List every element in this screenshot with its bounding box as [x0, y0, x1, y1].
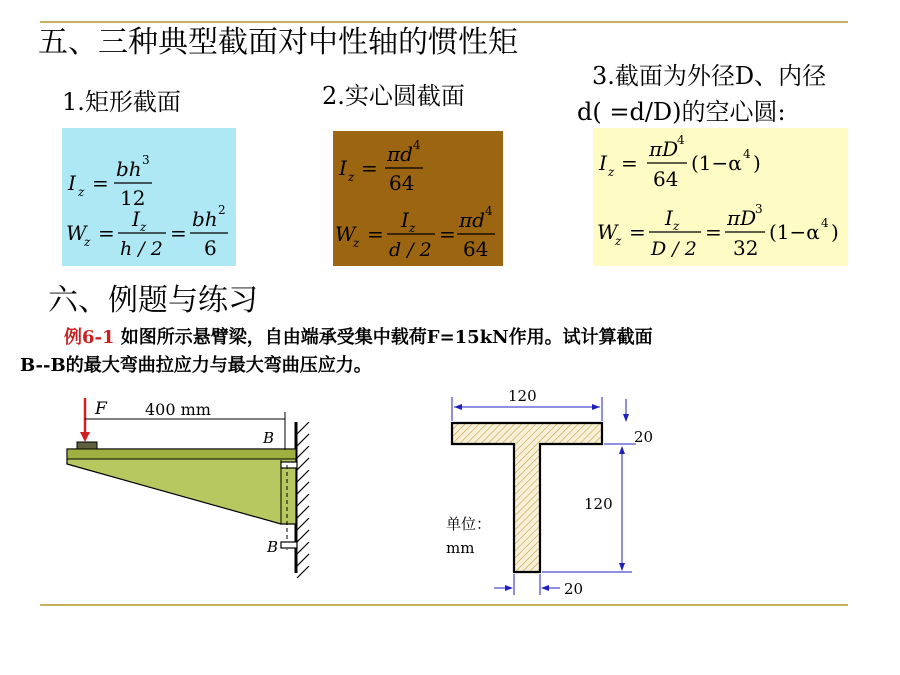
width-arrow-right [592, 404, 600, 410]
rect-wz-f1-den: h / 2 [120, 238, 163, 260]
section-marker-top [281, 462, 297, 468]
example-tag: 例6-1 [64, 327, 115, 348]
circ-wz-eq2: = [439, 222, 456, 246]
hol-wz-f1-sub: z [673, 219, 680, 233]
circle-label: 2.实心圆截面 [322, 82, 465, 110]
hol-wz-f2-exp: 3 [755, 202, 763, 216]
circ-wz-f2-den: 64 [463, 237, 489, 261]
hol-wz-factor-exp: 4 [821, 216, 829, 230]
hol-wz-factor: (1−α [769, 220, 820, 244]
cantilever-beam-figure [55, 390, 345, 580]
length-label: 400 mm [145, 400, 211, 419]
hol-iz-sub: z [608, 165, 615, 179]
bottom-rule [40, 604, 848, 606]
rect-wz-sub: z [84, 235, 91, 249]
hol-wz-f2-den: 32 [733, 236, 759, 260]
web-thick-arrow-right [541, 585, 549, 591]
web-height-arrow-bottom [619, 563, 625, 571]
example-line1 [20, 324, 890, 352]
hol-wz-f1-num: I [665, 206, 673, 230]
circ-iz-exp: 4 [413, 138, 421, 152]
circ-iz-den: 64 [389, 171, 415, 195]
unit-value: mm [446, 539, 475, 557]
rect-iz-eq: = [92, 171, 109, 195]
rect-label: 1.矩形截面 [62, 88, 181, 116]
hol-wz-f1-den: D / 2 [651, 238, 697, 260]
load-pad [77, 442, 97, 449]
hollow-label-line1: 3.截面为外径D、内径 [592, 62, 827, 90]
circ-wz-f2-exp: 4 [485, 204, 493, 218]
wall-hatch [297, 422, 309, 578]
circ-wz-f1-sub: z [409, 221, 416, 235]
hol-iz-lhs: I [599, 151, 607, 175]
hol-iz-exp: 4 [677, 133, 685, 147]
hol-iz-num: πD [649, 137, 679, 161]
circ-wz-eq1: = [367, 222, 384, 246]
circ-wz-sub: z [353, 236, 360, 250]
t-section-shape [452, 423, 602, 572]
hol-iz-factor-close: ) [753, 151, 761, 175]
hol-wz-factor-close: ) [831, 220, 839, 244]
beam-top-face [67, 449, 296, 459]
hol-wz-f2-num: πD [727, 206, 757, 230]
hollow-formula-svg [593, 128, 848, 266]
rect-iz-num-exp: 3 [142, 153, 150, 167]
hol-iz-factor-exp: 4 [743, 147, 751, 161]
hol-wz-sub: z [615, 234, 622, 248]
hol-wz-eq1: = [629, 220, 646, 244]
section5-title: 五、三种典型截面对中性轴的惯性矩 [38, 25, 518, 60]
force-arrow-head [80, 432, 90, 442]
rect-formula-box [62, 128, 236, 266]
web-thickness-label: 20 [564, 580, 584, 598]
example-text [20, 324, 890, 380]
circ-wz-f1-num: I [401, 208, 409, 232]
t-section-figure [440, 385, 660, 600]
hollow-formula-box [593, 128, 848, 266]
width-label: 120 [508, 387, 537, 405]
hol-wz-lhs: W [597, 220, 618, 244]
circle-formula-svg [333, 131, 503, 266]
rect-iz-sub: z [78, 185, 85, 199]
rect-iz-den: 12 [120, 186, 146, 210]
hol-iz-den: 64 [653, 167, 679, 191]
web-height-arrow-top [619, 446, 625, 454]
circ-wz-f2-num: πd [459, 208, 485, 232]
rect-wz-lhs: W [66, 221, 87, 245]
rect-wz-f1-sub: z [140, 220, 147, 234]
hol-wz-eq2: = [705, 220, 722, 244]
beam-body [67, 449, 296, 524]
rect-iz-num: bh [116, 157, 142, 181]
circle-formula-box [333, 131, 503, 266]
web-height-label: 120 [584, 495, 613, 513]
circ-iz-eq: = [361, 156, 378, 180]
circ-iz-sub: z [348, 170, 355, 184]
circ-wz-lhs: W [335, 222, 356, 246]
top-rule [40, 21, 848, 23]
width-arrow-left [454, 404, 462, 410]
circ-iz-num: πd [387, 142, 413, 166]
flange-arrow-top [623, 414, 629, 422]
hollow-box-bg [593, 128, 848, 266]
unit-label: 单位： [446, 515, 492, 533]
section-marker-bottom [281, 542, 297, 548]
rect-wz-eq1: = [98, 221, 115, 245]
rect-wz-f2-num: bh [192, 207, 218, 231]
rect-wz-f1-num: I [132, 207, 140, 231]
example-text-line1: 如图所示悬臂梁，自由端承受集中载荷F=15kN作用。试计算截面 [114, 327, 653, 348]
example-text-line2: B--B的最大弯曲拉应力与最大弯曲压应力。 [20, 355, 372, 376]
hol-iz-eq: = [621, 151, 638, 175]
circ-iz-lhs: I [339, 156, 347, 180]
hol-iz-factor: (1−α [691, 151, 742, 175]
rect-iz-lhs: I [68, 171, 76, 195]
flange-thickness-label: 20 [634, 428, 654, 446]
section-label-bottom: B [267, 538, 279, 556]
web-thick-arrow-left [505, 585, 513, 591]
section6-title: 六、例题与练习 [48, 283, 258, 318]
force-label: F [95, 399, 107, 419]
circ-wz-f1-den: d / 2 [389, 239, 432, 261]
hollow-label-line2: d( =d/D)的空心圆: [577, 98, 786, 126]
rect-wz-f2-den: 6 [204, 236, 217, 260]
rect-wz-eq2: = [170, 221, 187, 245]
rect-formula-svg [62, 128, 236, 266]
section-label-top: B [263, 429, 275, 447]
rect-wz-f2-exp: 2 [218, 203, 226, 217]
